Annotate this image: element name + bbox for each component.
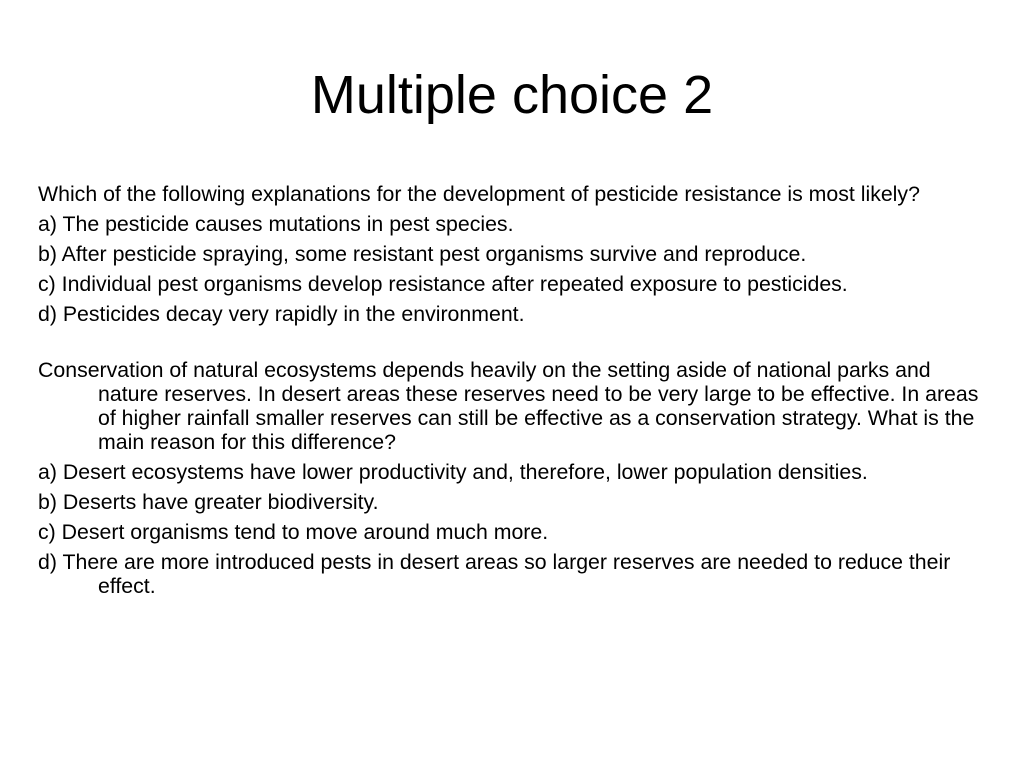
slide-body xyxy=(38,182,993,604)
question-2-option-b: b) Deserts have greater biodiversity. xyxy=(38,490,379,514)
question-1-option-d: d) Pesticides decay very rapidly in the environment. xyxy=(38,302,525,326)
question-1-option-c: c) Individual pest organisms develop resistance after repeated exposure to pesticides. xyxy=(38,272,848,296)
question-1-stem: Which of the following explanations for the development of pesticide resistance is most likely? xyxy=(38,182,920,206)
question-spacer xyxy=(38,332,993,358)
question-1 xyxy=(38,182,993,326)
question-2-option-d: d) There are more introduced pests in desert areas so larger reserves are needed to reduce their effect. xyxy=(38,550,951,598)
question-2-stem: Conservation of natural ecosystems depends heavily on the setting aside of national parks and nature reserves. In desert areas these reserves need to be very large to be effective. In areas of higher rainfall smaller reserves can still be effective as a conservation strategy. What is the main reason for this difference? xyxy=(38,358,979,454)
question-2-option-c: c) Desert organisms tend to move around much more. xyxy=(38,520,549,544)
slide-title: Multiple choice 2 xyxy=(310,65,714,125)
question-1-option-b: b) After pesticide spraying, some resistant pest organisms survive and reproduce. xyxy=(38,242,807,266)
question-1-option-a: a) The pesticide causes mutations in pest species. xyxy=(38,212,514,236)
question-2-option-a: a) Desert ecosystems have lower productivity and, therefore, lower population densities. xyxy=(38,460,868,484)
question-2 xyxy=(38,358,993,598)
